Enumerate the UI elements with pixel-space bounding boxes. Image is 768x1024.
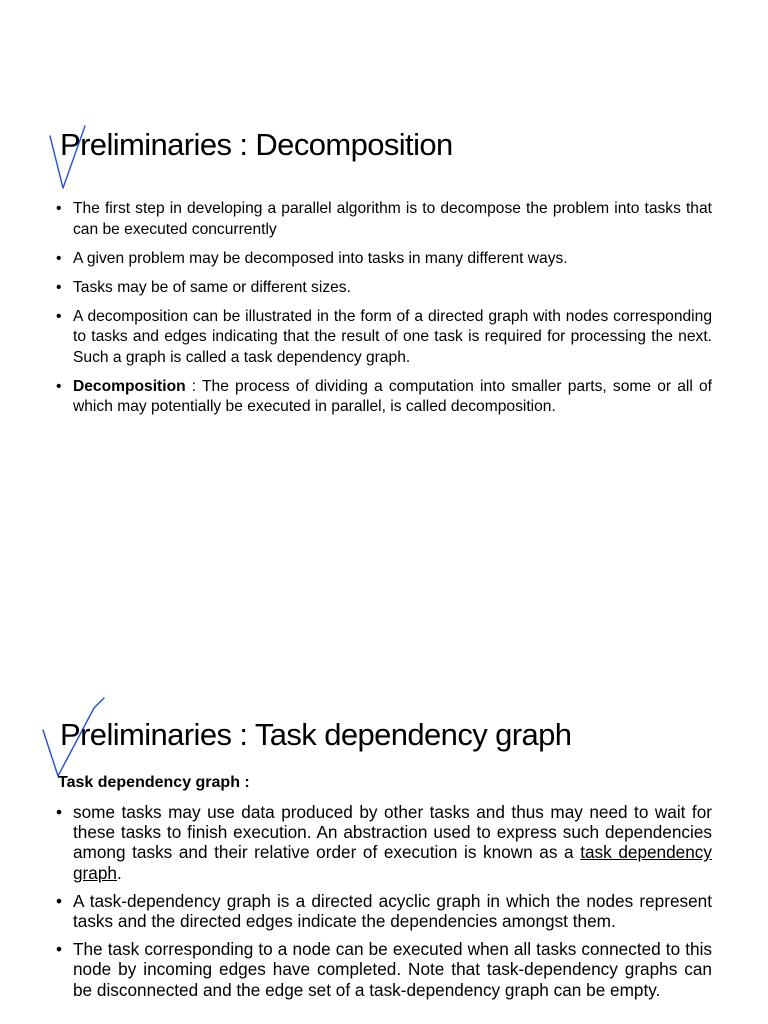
- bullet-dot: •: [56, 377, 62, 395]
- list-item: [56, 199, 712, 240]
- list-item: [56, 307, 712, 369]
- list-item-definition: [56, 377, 712, 418]
- bullet-dot: •: [56, 307, 62, 325]
- slide-title: Preliminaries : Decomposition: [60, 127, 453, 162]
- bullet-text: A task-dependency graph is a directed acyclic graph in which the nodes represent tasks and the directed edges indicate the dependencies amongst them.: [73, 890, 712, 932]
- bullet-text: The first step in developing a parallel algorithm is to decompose the problem into tasks that can be executed concurrently: [73, 200, 712, 238]
- bullet-text-end: .: [116, 862, 122, 883]
- bullet-text: A decomposition can be illustrated in the form of a directed graph with nodes corresponding to tasks and edges indicating that the result of one task is required for processing the next. Such a graph is called a task dependency graph.: [73, 307, 712, 366]
- section-subheading: Task dependency graph :: [58, 774, 250, 791]
- list-item: [56, 249, 712, 270]
- list-item: [56, 802, 712, 883]
- slide-task-dependency-graph: [0, 590, 768, 1024]
- list-item: [56, 891, 712, 931]
- bullet-text: Tasks may be of same or different sizes.: [73, 278, 351, 296]
- term-link: task dependency graph: [73, 842, 712, 883]
- definition-text: : The process of dividing a computation into smaller parts, some or all of which may potentially be executed in parallel, is called decomposition.: [73, 377, 712, 415]
- bullet-dot: •: [56, 939, 63, 960]
- bullet-text: A given problem may be decomposed into tasks in many different ways.: [73, 249, 568, 267]
- bullet-dot: •: [56, 802, 63, 822]
- bullet-text: The task corresponding to a node can be executed when all tasks connected to this node by incoming edges have completed. Note that task-dependency graphs can be disconnected and the edge set of a task-dependency graph can be empty.: [73, 939, 712, 1000]
- bullet-list: [56, 199, 712, 426]
- list-item: [56, 278, 712, 299]
- definition-term: Decomposition: [73, 377, 186, 395]
- bullet-dot: •: [56, 278, 62, 296]
- list-item: [56, 939, 712, 1000]
- bullet-dot: •: [56, 249, 62, 267]
- bullet-dot: •: [56, 200, 62, 217]
- bullet-text: some tasks may use data produced by other tasks and thus may need to wait for these tasks to finish execution. An abstraction used to express such dependencies among tasks and their relative order of execution is known as a: [73, 802, 712, 863]
- bullet-list: [56, 802, 712, 1008]
- slide-title: Preliminaries : Task dependency graph: [60, 717, 572, 752]
- bullet-dot: •: [56, 890, 63, 911]
